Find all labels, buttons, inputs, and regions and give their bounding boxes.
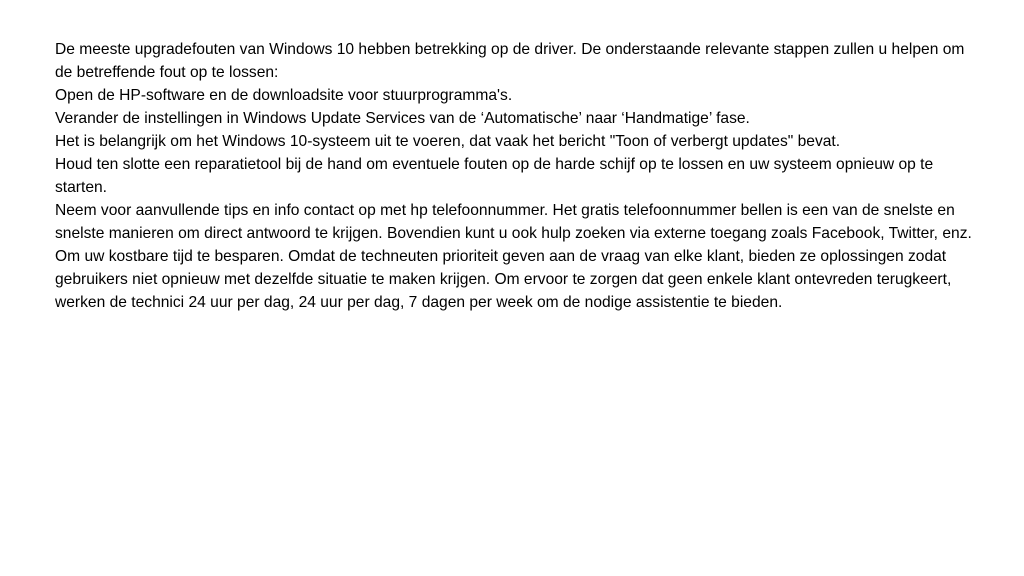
paragraph-step-update-settings: Verander de instellingen in Windows Update Services van de ‘Automatische’ naar ‘Handmatige’ fase. xyxy=(55,110,750,127)
paragraph-contact-info: Neem voor aanvullende tips en info contact op met hp telefoonnummer. Het gratis telefoonnummer bellen is een van de snelste en snelste manieren om direct antwoord te krijgen. Bovendien kunt u ook hulp zoeken via externe toegang zoals Facebook, Twitter, enz. Om uw kostbare tijd te besparen. Omdat de techneuten prioriteit geven aan de vraag van elke klant, bieden ze oplossingen zodat gebruikers niet opnieuw met dezelfde situatie te maken krijgen. Om ervoor te zorgen dat geen enkele klant ontevreden terugkeert, werken de technici 24 uur per dag, 24 uur per dag, 7 dagen per week om de nodige assistentie te bieden. xyxy=(55,202,972,311)
paragraph-step-run-system: Het is belangrijk om het Windows 10-systeem uit te voeren, dat vaak het bericht "Toon of verbergt updates" bevat. xyxy=(55,133,841,150)
paragraph-intro: De meeste upgradefouten van Windows 10 hebben betrekking op de driver. De onderstaande relevante stappen zullen u helpen om de betreffende fout op te lossen: xyxy=(55,41,965,81)
paragraph-step-repair-tool: Houd ten slotte een reparatietool bij de hand om eventuele fouten op de harde schijf op te lossen en uw systeem opnieuw op te starten. xyxy=(55,156,934,196)
body-text xyxy=(55,38,985,314)
paragraph-step-open-software: Open de HP-software en de downloadsite voor stuurprogramma's. xyxy=(55,87,513,104)
